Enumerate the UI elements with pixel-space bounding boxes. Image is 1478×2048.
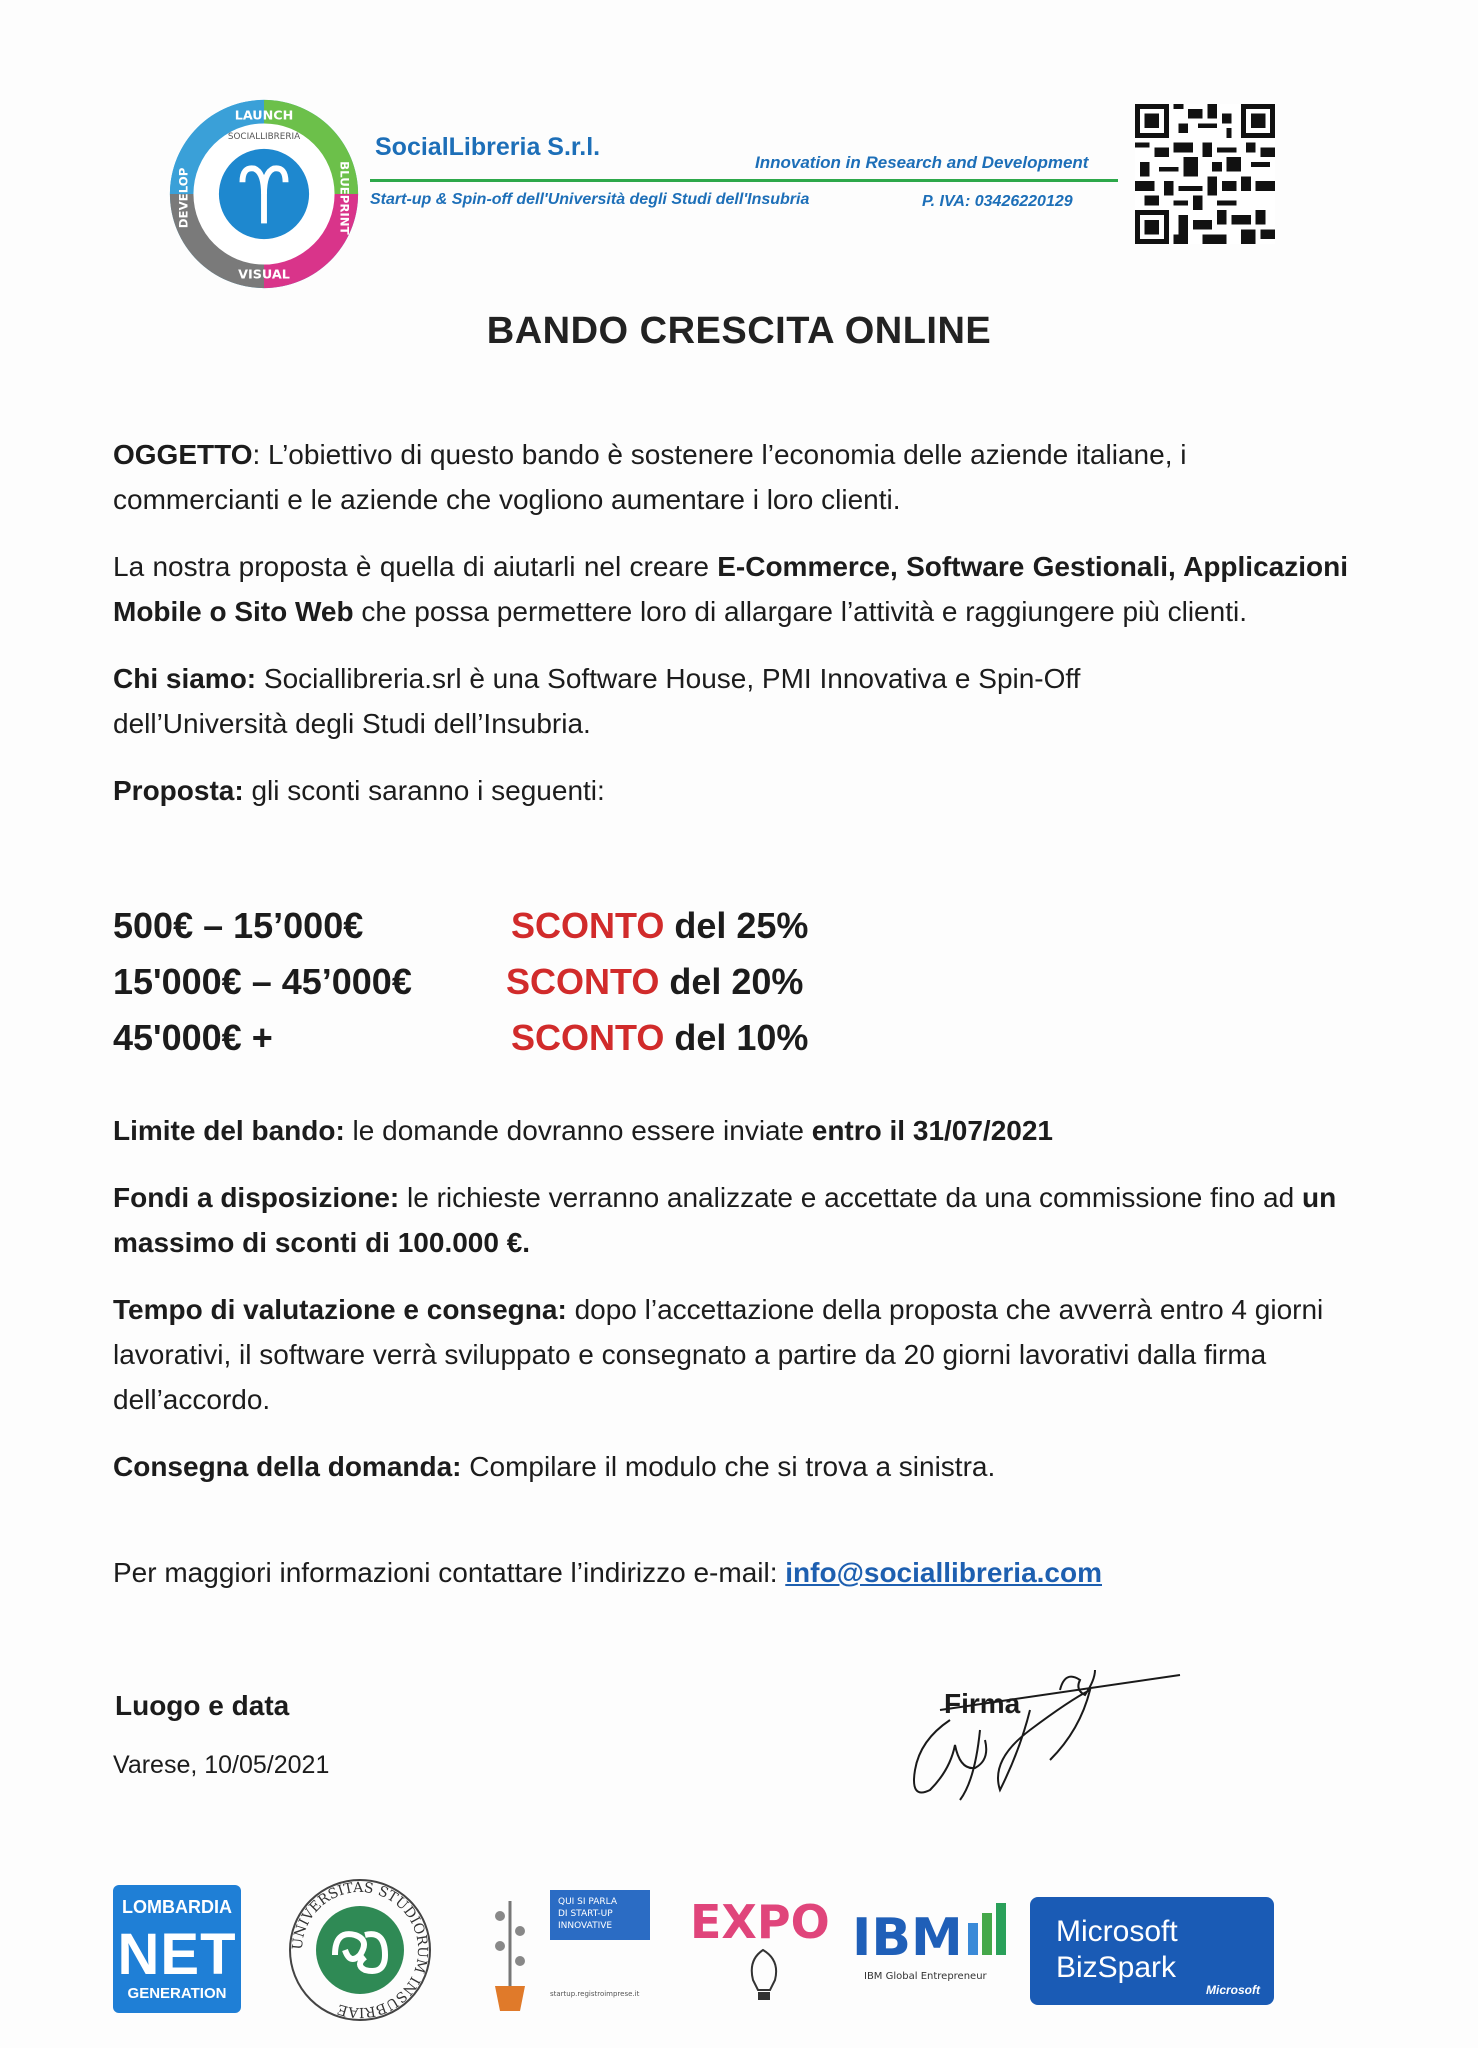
consegna-paragraph: [113, 1444, 1348, 1489]
firma-label: Firma: [944, 1688, 1021, 1719]
oggetto-paragraph: [113, 432, 1348, 522]
microsoft-bizspark-logo: [1030, 1897, 1274, 2005]
contact-text: Per maggiori informazioni contattare l’indirizzo e-mail:: [113, 1557, 786, 1588]
discount-range: 15'000€ – 45’000€: [113, 961, 412, 1002]
tempo-text: dopo l’accettazione della proposta che avverrà entro 4 giorni lavorativi, il software verrà sviluppato e consegnato a partire da 20 giorni lavorativi dalla firma dell’accordo.: [113, 1294, 1324, 1415]
discount-range: 45'000€ +: [113, 1017, 273, 1058]
body-section-bottom: [113, 1108, 1348, 1511]
body-section-top: [113, 432, 1348, 835]
discount-label: [511, 898, 808, 954]
startup-innovative-logo: [480, 1886, 660, 2016]
limite-paragraph: [113, 1108, 1348, 1153]
oggetto-text: : L’obiettivo di questo bando è sostenere l’economia delle aziende italiane, i commercianti e le aziende che vogliono aumentare i loro clienti.: [113, 439, 1187, 515]
limite-text: le domande dovranno essere inviate: [344, 1115, 812, 1146]
proposta-intro-pre: La nostra proposta è quella di aiutarli nel creare: [113, 551, 718, 582]
generation-text: GENERATION: [127, 1985, 227, 2002]
company-name: SocialLibreria S.r.l.: [375, 133, 601, 161]
discount-row: [113, 898, 1013, 954]
proposta-intro-paragraph: [113, 544, 1348, 634]
net-text: NET: [117, 1922, 237, 1987]
discount-label: [511, 1010, 808, 1066]
email-link[interactable]: info@sociallibreria.com: [785, 1557, 1102, 1588]
fondi-paragraph: [113, 1175, 1348, 1265]
discount-value: del 20%: [669, 961, 804, 1002]
lombardia-text: LOMBARDIA: [122, 1897, 232, 1917]
ibm-text: IBM: [852, 1908, 963, 1968]
proposta-intro-bold: E-Commerce, Software Gestionali, Applicazioni Mobile o Sito Web: [113, 551, 1348, 627]
university-insubria-logo: [285, 1875, 435, 2025]
fondi-amount: un massimo di sconti di 100.000 €.: [113, 1182, 1337, 1258]
sconto-word: SCONTO: [511, 905, 665, 946]
oggetto-label: OGGETTO: [113, 439, 253, 470]
logo-inner-text: SOCIALLIBRERIA: [227, 132, 301, 143]
bizspark-text: BizSpark: [1056, 1951, 1177, 1984]
discount-list: [113, 898, 1013, 1066]
startup-text-2: DI START-UP: [558, 1909, 613, 1919]
discount-row: [113, 954, 1013, 1010]
university-ring-text: UNIVERSITAS STUDIORUM INSUBRIAE: [289, 1879, 431, 2021]
discount-value: del 25%: [674, 905, 809, 946]
proposta-intro-post: che possa permettere loro di allargare l’attività e raggiungere più clienti.: [353, 596, 1247, 627]
proposta-text: gli sconti saranno i seguenti:: [243, 775, 605, 806]
document-title: BANDO CRESCITA ONLINE: [486, 310, 992, 352]
sociallibreria-logo: [166, 96, 362, 292]
limite-deadline: entro il 31/07/2021: [811, 1115, 1054, 1146]
luogo-value: Varese, 10/05/2021: [113, 1751, 330, 1779]
discount-row: [113, 1010, 1013, 1066]
discount-range: 500€ – 15’000€: [113, 905, 364, 946]
fondi-label: Fondi a disposizione:: [113, 1182, 400, 1213]
lombardia-net-generation-logo: [113, 1885, 241, 2013]
proposta-paragraph: [113, 768, 1348, 813]
logo-ring-text-3: VISUAL: [238, 267, 290, 283]
logo-ring-text-4: DEVELOP: [176, 167, 191, 229]
microsoft-small-text: Microsoft: [1206, 1983, 1260, 1997]
expo-text: EXPO: [690, 1895, 830, 1949]
company-vat: P. IVA: 03426220129: [922, 193, 1073, 210]
tempo-paragraph: [113, 1287, 1348, 1422]
luogo-label: Luogo e data: [115, 1690, 290, 1721]
contact-line: [113, 1557, 1102, 1589]
startup-text-1: QUI SI PARLA: [558, 1897, 618, 1907]
ibm-sub-text: IBM Global Entrepreneur: [864, 1971, 987, 1982]
chi-siamo-paragraph: [113, 656, 1173, 746]
header-divider: [370, 179, 1118, 182]
handwritten-signature: [880, 1650, 1200, 1810]
startup-text-3: INNOVATIVE: [558, 1921, 613, 1931]
fondi-text: le richieste verranno analizzate e accettate da una commissione fino ad: [399, 1182, 1302, 1213]
discount-label: [506, 954, 803, 1010]
logo-ring-text-2: BLUEPRINT: [337, 161, 352, 235]
limite-label: Limite del bando:: [113, 1115, 345, 1146]
chi-siamo-label: Chi siamo:: [113, 663, 257, 694]
logo-ring-text-1: LAUNCH: [234, 108, 294, 124]
sconto-word: SCONTO: [511, 1017, 665, 1058]
consegna-text: Compilare il modulo che si trova a sinistra.: [461, 1451, 996, 1482]
sconto-word: SCONTO: [506, 961, 660, 1002]
proposta-label: Proposta:: [113, 775, 244, 806]
company-tagline: Innovation in Research and Development: [755, 153, 1089, 172]
discount-value: del 10%: [674, 1017, 809, 1058]
microsoft-text: Microsoft: [1056, 1915, 1178, 1948]
ibm-global-entrepreneur-logo: [850, 1893, 1010, 2013]
qr-code-icon: [1128, 104, 1282, 244]
expo-logo: [688, 1890, 838, 2020]
tempo-label: Tempo di valutazione e consegna:: [113, 1294, 567, 1325]
consegna-label: Consegna della domanda:: [113, 1451, 462, 1482]
startup-url-text: startup.registroimprese.it: [550, 1990, 640, 1998]
company-subline: Start-up & Spin-off dell'Università degli Studi dell'Insubria: [370, 191, 810, 208]
chi-siamo-text: Sociallibreria.srl è una Software House, PMI Innovativa e Spin-Off dell’Università degli Studi dell’Insubria.: [113, 663, 1081, 739]
